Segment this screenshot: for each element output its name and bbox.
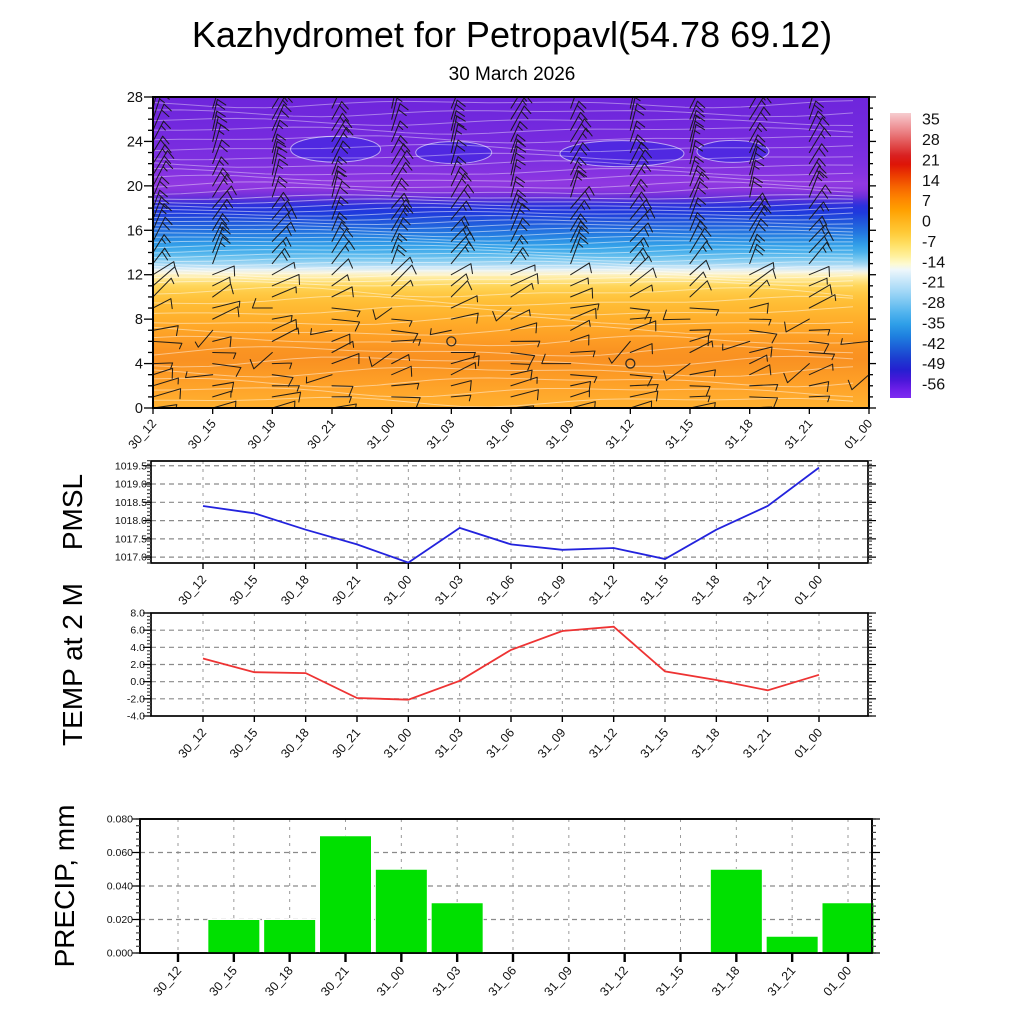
y-tick-label: 1018.0 xyxy=(114,515,147,528)
time-label: 30_21 xyxy=(318,963,352,999)
xsec-time-label: 30_15 xyxy=(185,416,219,452)
y-tick-label: -4.0 xyxy=(126,710,145,723)
y-tick-label: 0.020 xyxy=(106,914,133,926)
y-tick-label: 1017.0 xyxy=(114,551,147,564)
time-label: 31_18 xyxy=(708,963,743,999)
time-label: 31_09 xyxy=(534,572,569,608)
time-label: 31_12 xyxy=(586,572,620,608)
pmsl-panel xyxy=(57,460,876,608)
pmsl-axis-title: PMSL xyxy=(57,473,88,551)
xsec-ytick-label: 20 xyxy=(126,178,143,195)
xsec-ytick-label: 12 xyxy=(126,267,143,284)
xsec-time-label: 31_03 xyxy=(423,416,458,452)
precip-bar xyxy=(431,903,483,953)
xsec-ytick-label: 24 xyxy=(126,134,143,151)
y-tick-label: 1017.5 xyxy=(114,533,147,546)
xsec-time-label: 30_18 xyxy=(244,416,279,452)
time-label: 31_03 xyxy=(432,572,466,608)
y-tick-label: 0.080 xyxy=(106,813,133,826)
time-label: 31_21 xyxy=(764,963,799,999)
time-label: 30_12 xyxy=(175,725,210,761)
colorbar-label: 0 xyxy=(922,213,931,231)
xsec-ytick-label: 16 xyxy=(126,223,143,240)
cross-section-panel xyxy=(126,69,896,452)
xsec-time-label: 31_12 xyxy=(602,416,637,452)
panel-frame xyxy=(151,461,868,563)
time-label: 31_21 xyxy=(740,572,774,608)
pmsl-line xyxy=(203,468,819,563)
temperature-colorbar xyxy=(890,112,945,398)
xsec-ytick-label: 4 xyxy=(134,356,143,373)
colorbar-label: 7 xyxy=(922,193,931,211)
time-label: 31_00 xyxy=(380,725,415,761)
xsec-time-label: 01_00 xyxy=(841,416,876,452)
xsec-time-label: 30_12 xyxy=(125,416,160,452)
y-tick-label: 0.040 xyxy=(106,880,133,893)
precip-bars xyxy=(208,836,874,953)
time-label: 31_09 xyxy=(534,725,569,761)
time-label: 30_12 xyxy=(150,963,185,999)
y-tick-label: 1019.0 xyxy=(114,478,147,491)
temp-axis-title: TEMP at 2 M xyxy=(57,583,88,746)
y-tick-label: 1019.5 xyxy=(114,460,147,473)
colorbar-label: -14 xyxy=(922,254,946,272)
precip-axis-title: PRECIP, mm xyxy=(49,804,80,968)
time-label: 31_03 xyxy=(429,963,464,999)
grid-layer xyxy=(151,461,868,563)
xsec-time-label: 31_21 xyxy=(781,416,816,452)
time-label: 30_12 xyxy=(175,572,210,608)
time-label: 01_00 xyxy=(820,963,855,999)
time-label: 30_18 xyxy=(278,725,312,761)
precip-bar xyxy=(320,836,372,953)
time-label: 30_15 xyxy=(226,572,261,608)
x-axis-ticks xyxy=(203,563,819,569)
xsec-time-label: 30_21 xyxy=(304,416,339,452)
time-label: 31_18 xyxy=(688,725,723,761)
precip-bar xyxy=(264,920,316,954)
colorbar-label: -28 xyxy=(922,295,946,313)
colorbar-label: 14 xyxy=(922,172,940,190)
colorbar-label: -56 xyxy=(922,376,946,394)
time-label: 30_18 xyxy=(278,572,312,608)
y-tick-label: 8.0 xyxy=(130,607,145,620)
xsec-ytick-label: 8 xyxy=(134,312,143,329)
y-axis-ticks xyxy=(143,461,876,563)
x-axis-ticks xyxy=(203,716,819,722)
time-label: 31_00 xyxy=(380,572,415,608)
time-label: 31_12 xyxy=(586,725,620,761)
y-tick-label: 0.0 xyxy=(130,676,145,689)
y-tick-label: -2.0 xyxy=(126,693,145,706)
precip-panel xyxy=(49,805,880,999)
colorbar-label: -42 xyxy=(922,335,946,353)
time-label: 01_00 xyxy=(791,572,826,608)
xsec-time-label: 31_09 xyxy=(543,416,577,452)
colorbar-label: -49 xyxy=(922,356,946,374)
time-label: 31_21 xyxy=(740,725,774,761)
colorbar-label: -35 xyxy=(922,315,946,333)
y-tick-label: 4.0 xyxy=(130,641,145,654)
time-label: 31_06 xyxy=(485,963,520,999)
colorbar-label: -7 xyxy=(922,233,937,251)
y-tick-label: 0.000 xyxy=(106,947,133,960)
x-axis-ticks xyxy=(178,953,848,962)
time-label: 30_15 xyxy=(226,725,261,761)
precip-bar xyxy=(822,903,874,953)
time-label: 01_00 xyxy=(791,725,826,761)
temp-2m-panel xyxy=(57,583,876,761)
xsec-time-label: 31_06 xyxy=(483,416,518,452)
xsec-ytick-label: 28 xyxy=(126,90,143,106)
panel-frame xyxy=(151,613,868,716)
time-label: 31_12 xyxy=(597,963,631,999)
time-label: 31_09 xyxy=(541,963,576,999)
time-label: 31_15 xyxy=(637,725,672,761)
time-label: 31_18 xyxy=(688,572,723,608)
precip-bar xyxy=(208,920,260,954)
colorbar-label: -21 xyxy=(922,274,946,292)
precip-bar xyxy=(766,936,818,953)
y-tick-label: 0.060 xyxy=(106,847,133,859)
colorbar-label: 35 xyxy=(922,111,940,129)
xsec-time-label: 31_00 xyxy=(364,416,398,452)
y-tick-label: 1018.5 xyxy=(114,496,147,509)
xsec-ytick-label: 0 xyxy=(134,401,143,417)
time-label: 30_21 xyxy=(329,572,364,608)
time-label: 31_06 xyxy=(483,725,518,761)
time-label: 31_15 xyxy=(653,963,687,999)
xsec-time-label: 31_15 xyxy=(662,416,697,452)
colorbar-gradient xyxy=(890,113,911,398)
time-label: 30_15 xyxy=(206,963,241,999)
time-label: 30_21 xyxy=(329,725,364,761)
time-label: 31_03 xyxy=(432,725,466,761)
time-label: 31_15 xyxy=(637,572,672,608)
precip-bar xyxy=(710,869,762,953)
xsec-time-label: 31_18 xyxy=(722,416,756,452)
time-label: 31_06 xyxy=(483,572,518,608)
colorbar-label: 21 xyxy=(922,152,940,170)
precip-bar xyxy=(375,869,427,953)
page-subtitle: 30 March 2026 xyxy=(448,64,576,85)
y-tick-label: 6.0 xyxy=(130,624,145,637)
grid-layer xyxy=(151,613,868,716)
time-label: 30_18 xyxy=(262,963,296,999)
colorbar-label: 28 xyxy=(922,132,940,150)
y-tick-label: 2.0 xyxy=(130,659,145,671)
page-title: Kazhydromet for Petropavl(54.78 69.12) xyxy=(191,14,833,55)
time-label: 31_00 xyxy=(373,963,408,999)
